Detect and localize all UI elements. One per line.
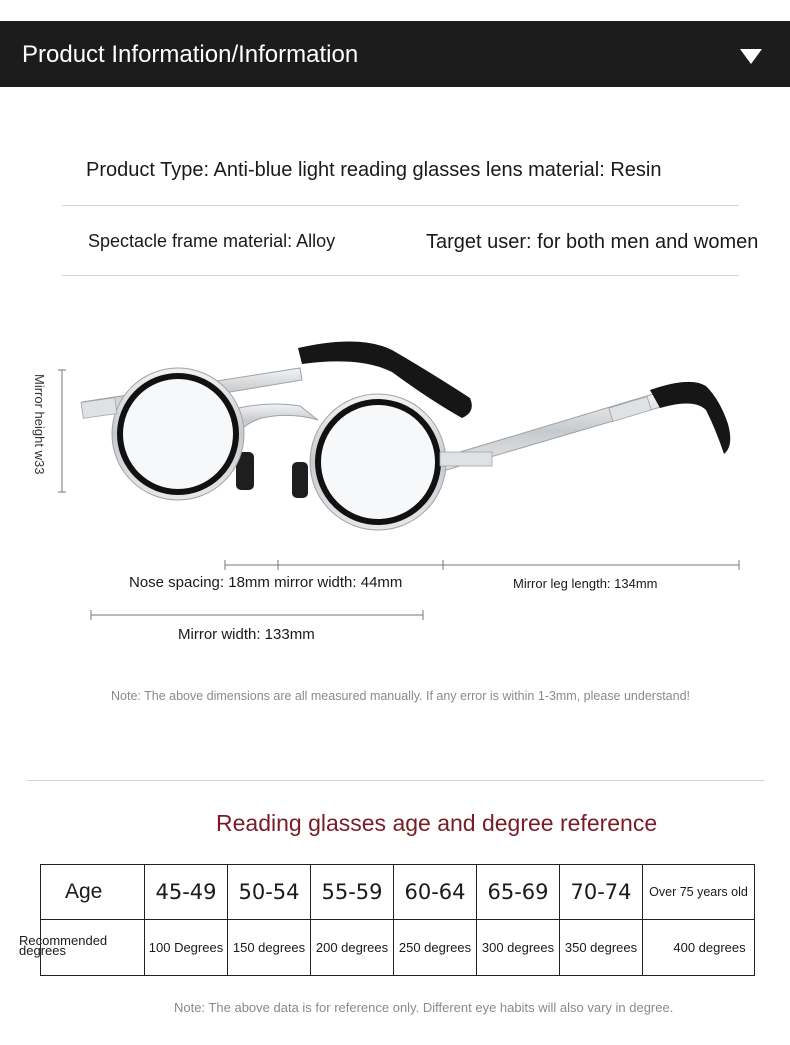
age-cell: 55-59 (311, 865, 394, 920)
reference-note: Note: The above data is for reference only. Different eye habits will also vary in degree. (174, 1000, 674, 1015)
dimensions-note: Note: The above dimensions are all measured manually. If any error is within 1-3mm, please understand! (111, 689, 690, 703)
divider (27, 780, 764, 781)
degree-cell: 100 Degrees (145, 920, 228, 976)
degree-cell: 400 degrees (643, 920, 755, 976)
degree-cell: 200 degrees (311, 920, 394, 976)
table-row (41, 865, 755, 920)
age-cell: 50-54 (228, 865, 311, 920)
divider (62, 205, 739, 206)
total-width-label: Mirror width: 133mm (178, 626, 315, 643)
degree-cell: 350 degrees (560, 920, 643, 976)
age-cell: 45-49 (145, 865, 228, 920)
degree-cell: 150 degrees (228, 920, 311, 976)
mirror-height-label: Mirror height w33 (32, 374, 47, 475)
reference-table (19, 864, 755, 976)
leg-length-label: Mirror leg length: 134mm (513, 576, 658, 591)
age-cell: 70-74 (560, 865, 643, 920)
degree-cell: 250 degrees (394, 920, 477, 976)
degree-header: Recommended degrees (19, 933, 108, 958)
divider (62, 275, 739, 276)
age-header: Age (41, 865, 145, 920)
degree-cell: 300 degrees (477, 920, 560, 976)
degree-header-cell (19, 920, 145, 976)
target-user-text: Target user: for both men and women (426, 231, 759, 253)
section-header[interactable] (0, 21, 790, 87)
product-type-text: Product Type: Anti-blue light reading glasses lens material: Resin (86, 159, 662, 181)
section-title: Product Information/Information (22, 41, 359, 68)
table-row (41, 920, 755, 976)
frame-material-text: Spectacle frame material: Alloy (88, 231, 336, 251)
age-cell: Over 75 years old (643, 865, 755, 920)
reference-title: Reading glasses age and degree reference (216, 810, 658, 836)
nose-mirror-width-label: Nose spacing: 18mm mirror width: 44mm (129, 574, 403, 591)
triangle-down-icon[interactable] (740, 49, 762, 64)
age-cell: 60-64 (394, 865, 477, 920)
age-cell: 65-69 (477, 865, 560, 920)
